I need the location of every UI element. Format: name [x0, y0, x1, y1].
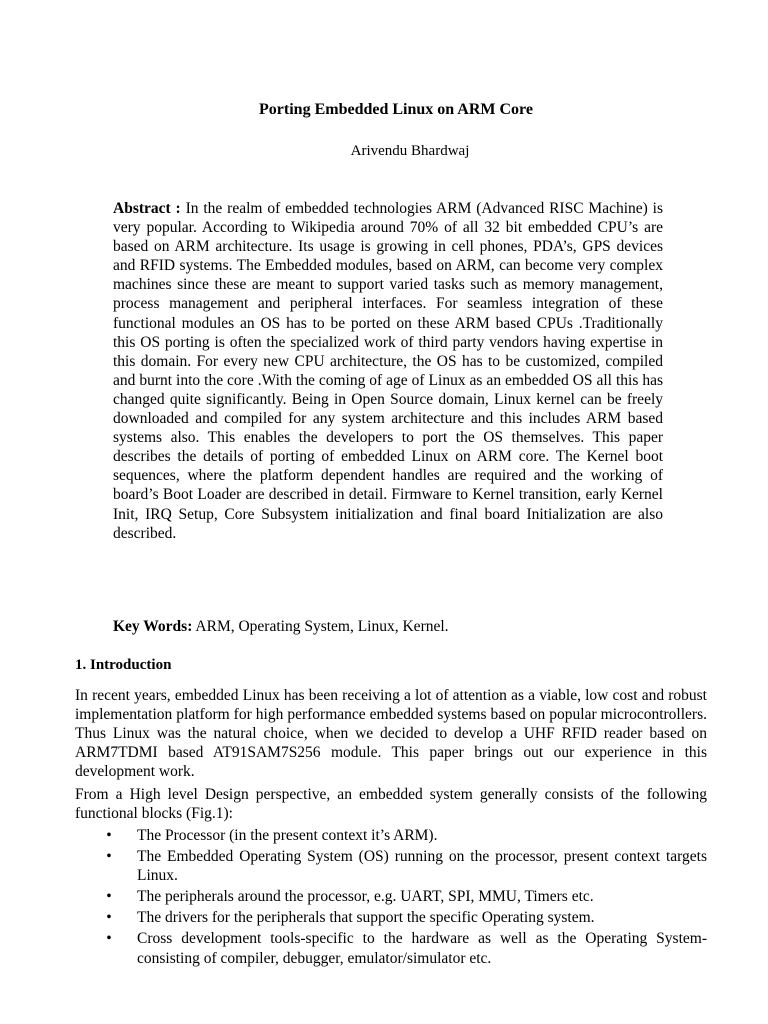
list-item — [75, 887, 707, 906]
list-item-text: The drivers for the peripherals that support the specific Operating system. — [137, 909, 595, 927]
list-item — [75, 929, 707, 967]
abstract-text: In the realm of embedded technologies ARM (Advanced RISC Machine) is very popular. According to Wikipedia around 70% of all 32 bit embedded CPU’s are based on ARM architecture. Its usage is growing in cell phones, PDA’s, GPS devices and RFID systems. The Embedded modules, based on ARM, can become very complex machines since these are meant to support varied tasks such as memory management, process management and peripheral interfaces. For seamless integration of these functional modules an OS has to be ported on these ARM based CPUs .Traditionally this OS porting is often the specialized work of third party vendors having expertise in this domain. For every new CPU architecture, the OS has to be customized, compiled and burnt into the core .With the coming of age of Linux as an embedded OS all this has changed quite significantly. Being in Open Source domain, Linux kernel can be freely downloaded and compiled for any system architecture and this includes ARM based systems also. This enables the developers to port the OS themselves. This paper describes the details of porting of embedded Linux on ARM core. The Kernel boot sequences, where the platform dependent handles are required and the working of board’s Boot Loader are described in detail. Firmware to Kernel transition, early Kernel Init, IRQ Setup, Core Subsystem initialization and final board Initialization are also described. — [113, 200, 664, 542]
keywords-line — [113, 617, 673, 636]
abstract-label: Abstract : — [113, 200, 181, 217]
list-item — [75, 908, 707, 927]
bullet-icon: • — [106, 930, 112, 948]
list-item — [75, 847, 707, 885]
list-item-text: Cross development tools-specific to the hardware as well as the Operating System-consisting of compiler, debugger, emulator/simulator etc. — [137, 930, 707, 967]
abstract-paragraph — [113, 199, 663, 543]
bullet-icon: • — [106, 848, 112, 866]
list-item-text: The Processor (in the present context it’s ARM). — [137, 827, 438, 844]
paper-author: Arivendu Bhardwaj — [350, 143, 470, 159]
list-item-text: The Embedded Operating System (OS) running on the processor, present context targets Linux. — [137, 848, 707, 885]
functional-blocks-list — [75, 826, 707, 970]
bullet-icon: • — [106, 909, 112, 927]
list-item-text: The peripherals around the processor, e.g. UART, SPI, MMU, Timers etc. — [137, 888, 594, 906]
keywords-text: ARM, Operating System, Linux, Kernel. — [195, 618, 449, 635]
bullet-icon: • — [106, 827, 112, 844]
list-item — [75, 826, 707, 845]
introduction-heading: 1. Introduction — [75, 657, 172, 673]
paper-title: Porting Embedded Linux on ARM Core — [259, 101, 533, 118]
introduction-paragraph: In recent years, embedded Linux has been receiving a lot of attention as a viable, low cost and robust implementation platform for high performance embedded systems based on popular microcontrollers. Thus Linux was the natural choice, when we decided to develop a UHF RFID reader based on ARM7TDMI based AT91SAM7S256 module. This paper brings out our experience in this development work. — [75, 687, 707, 781]
functional-blocks-intro: From a High level Design perspective, an embedded system generally consists of the following functional blocks (Fig.1): — [75, 786, 707, 823]
bullet-icon: • — [106, 888, 112, 906]
keywords-label: Key Words: — [113, 618, 193, 635]
